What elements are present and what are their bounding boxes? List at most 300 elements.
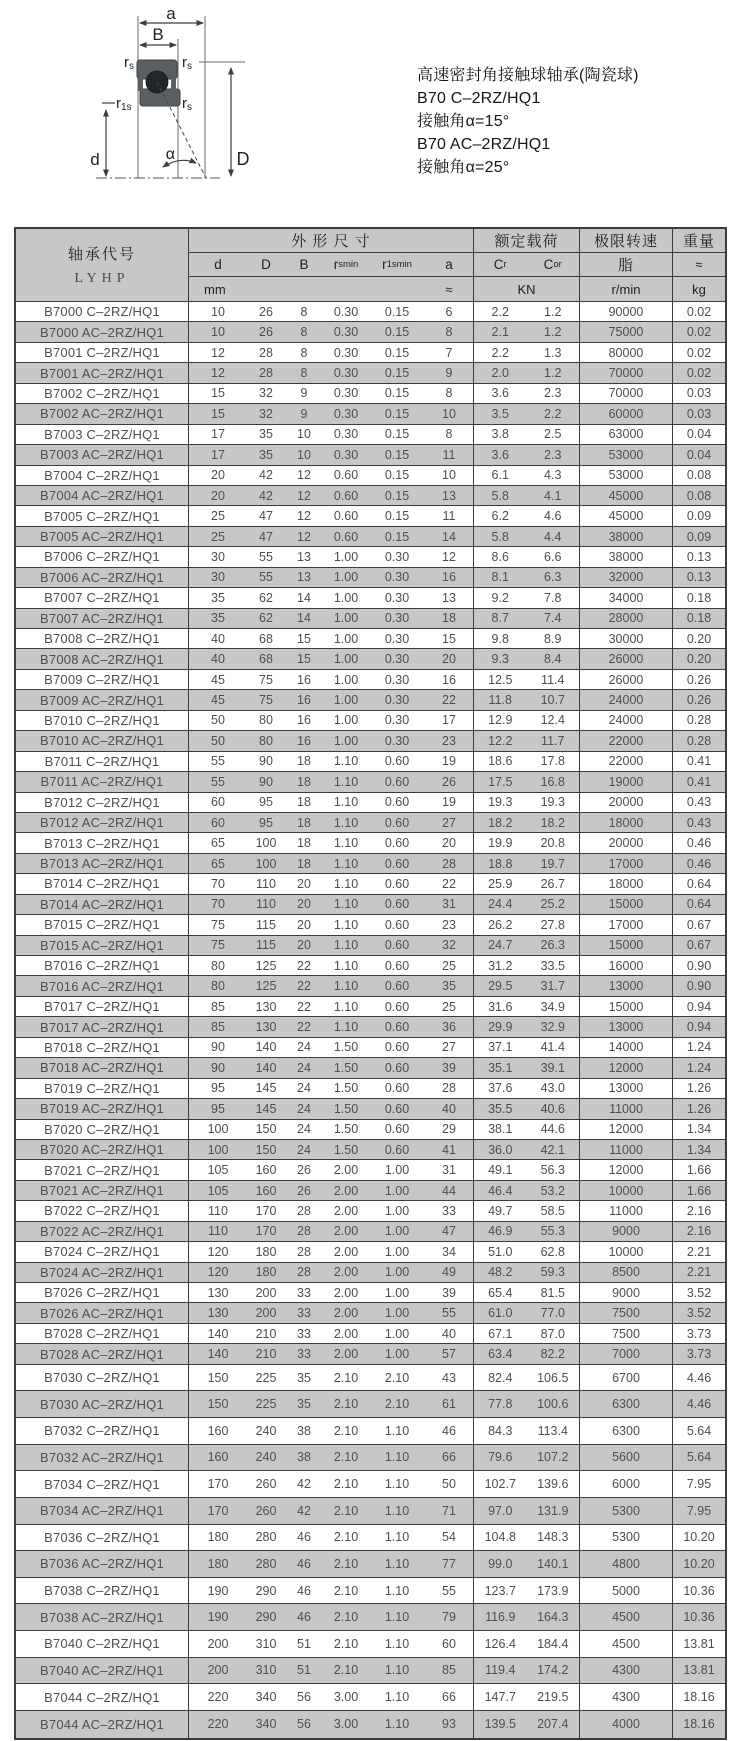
value-Cor: 1.3 xyxy=(544,345,562,360)
value-a: 66 xyxy=(442,1690,456,1705)
value-Cor: 6.6 xyxy=(544,549,562,564)
value-B: 46 xyxy=(297,1556,311,1571)
bearing-code: B7021 AC–2RZ/HQ1 xyxy=(16,1181,189,1200)
value-speed: 13000 xyxy=(580,1017,673,1036)
value-r1smin: 0.30 xyxy=(384,733,410,748)
value-a: 85 xyxy=(442,1663,456,1678)
value-a: 93 xyxy=(442,1717,456,1732)
value-Cor: 2.3 xyxy=(544,386,562,401)
value-a: 40 xyxy=(442,1101,456,1116)
bearing-code: B7040 C–2RZ/HQ1 xyxy=(16,1631,189,1657)
value-a: 40 xyxy=(442,1326,456,1341)
value-a: 19 xyxy=(442,795,456,810)
value-D: 260 xyxy=(255,1503,277,1518)
value-a: 49 xyxy=(442,1265,456,1280)
value-B: 8 xyxy=(300,345,308,360)
value-weight: 10.36 xyxy=(683,1583,715,1598)
value-Cor: 41.4 xyxy=(540,1040,565,1055)
value-speed: 6700 xyxy=(580,1365,673,1391)
value-B: 28 xyxy=(297,1244,311,1259)
value-Cor: 87.0 xyxy=(540,1326,565,1341)
value-weight: 0.26 xyxy=(686,693,712,708)
value-Cor: 8.4 xyxy=(544,652,562,667)
value-D: 75 xyxy=(259,672,273,687)
value-weight: 0.13 xyxy=(686,549,712,564)
bearing-code: B7036 C–2RZ/HQ1 xyxy=(16,1525,189,1551)
value-r1smin: 0.60 xyxy=(384,795,410,810)
value-a: 39 xyxy=(442,1285,456,1300)
value-speed: 90000 xyxy=(580,302,673,321)
value-Cr: 79.6 xyxy=(488,1450,513,1465)
bearing-code: B7040 AC–2RZ/HQ1 xyxy=(16,1658,189,1684)
header-r1smin: r 1smin xyxy=(382,257,412,272)
value-rsmin: 2.00 xyxy=(333,1163,359,1178)
value-Cor: 55.3 xyxy=(540,1224,565,1239)
value-speed: 7500 xyxy=(580,1324,673,1343)
value-speed: 7000 xyxy=(580,1344,673,1363)
value-Cr: 119.4 xyxy=(485,1663,516,1678)
value-speed: 4000 xyxy=(580,1711,673,1738)
value-Cor: 207.4 xyxy=(537,1717,569,1732)
value-rsmin: 2.10 xyxy=(333,1663,359,1678)
value-r1smin: 0.60 xyxy=(384,1081,410,1096)
header-group-weight: 重量 xyxy=(682,233,715,250)
table-row xyxy=(16,752,725,772)
value-speed: 12000 xyxy=(580,1058,673,1077)
value-rsmin: 2.10 xyxy=(333,1556,359,1571)
bearing-code: B7010 AC–2RZ/HQ1 xyxy=(16,731,189,750)
value-Cr: 63.4 xyxy=(488,1347,513,1362)
value-Cor: 17.8 xyxy=(540,754,565,769)
value-B: 20 xyxy=(297,917,311,932)
bearing-code: B7014 AC–2RZ/HQ1 xyxy=(16,895,189,914)
unit-kn: KN xyxy=(474,277,580,301)
value-weight: 3.52 xyxy=(686,1285,712,1300)
value-speed: 45000 xyxy=(580,486,673,505)
value-Cor: 12.4 xyxy=(540,713,565,728)
value-a: 10 xyxy=(442,406,456,421)
value-r1smin: 0.60 xyxy=(384,1122,410,1137)
value-speed: 22000 xyxy=(580,752,673,771)
value-D: 150 xyxy=(255,1142,277,1157)
value-Cor: 25.2 xyxy=(540,897,565,912)
value-Cr: 5.8 xyxy=(491,529,509,544)
value-rsmin: 2.10 xyxy=(333,1530,359,1545)
value-D: 280 xyxy=(255,1556,277,1571)
value-r1smin: 0.15 xyxy=(384,406,410,421)
value-d: 140 xyxy=(207,1326,229,1341)
value-r1smin: 1.10 xyxy=(384,1663,410,1678)
value-Cr: 24.4 xyxy=(488,897,513,912)
value-r1smin: 1.00 xyxy=(384,1347,410,1362)
value-speed: 18000 xyxy=(580,813,673,832)
value-a: 15 xyxy=(442,631,456,646)
value-speed: 13000 xyxy=(580,976,673,995)
value-speed: 20000 xyxy=(580,793,673,812)
header-D: D xyxy=(261,257,271,272)
bearing-code: B7003 C–2RZ/HQ1 xyxy=(16,425,189,444)
value-Cor: 173.9 xyxy=(537,1583,569,1598)
value-B: 12 xyxy=(297,529,311,544)
value-Cr: 31.2 xyxy=(488,958,513,973)
value-r1smin: 1.10 xyxy=(384,1636,410,1651)
value-Cor: 77.0 xyxy=(540,1306,565,1321)
dim-label-alpha: α xyxy=(165,146,175,163)
value-r1smin: 1.10 xyxy=(384,1717,410,1732)
value-D: 210 xyxy=(255,1347,277,1362)
value-d: 150 xyxy=(207,1397,229,1412)
value-Cr: 49.7 xyxy=(488,1203,513,1218)
value-rsmin: 1.10 xyxy=(333,958,359,973)
value-a: 28 xyxy=(442,856,456,871)
value-d: 150 xyxy=(207,1370,229,1385)
table-row xyxy=(16,1391,725,1418)
dim-label-rs-bottom: rs xyxy=(182,95,192,113)
value-r1smin: 0.60 xyxy=(384,917,410,932)
table-row xyxy=(16,711,725,731)
value-D: 130 xyxy=(255,999,277,1014)
bearing-code: B7009 AC–2RZ/HQ1 xyxy=(16,690,189,709)
value-weight: 0.02 xyxy=(686,325,712,340)
value-rsmin: 1.50 xyxy=(333,1142,359,1157)
value-Cr: 19.9 xyxy=(488,836,513,851)
table-row xyxy=(16,813,725,833)
bearing-code: B7028 C–2RZ/HQ1 xyxy=(16,1324,189,1343)
value-speed: 70000 xyxy=(580,384,673,403)
value-B: 20 xyxy=(297,897,311,912)
value-weight: 0.28 xyxy=(686,713,712,728)
value-Cr: 35.1 xyxy=(488,1060,513,1075)
table-row xyxy=(16,384,725,404)
value-Cr: 11.8 xyxy=(488,693,512,708)
value-a: 26 xyxy=(442,774,456,789)
value-rsmin: 1.10 xyxy=(333,856,359,871)
value-d: 65 xyxy=(211,856,225,871)
table-row xyxy=(16,793,725,813)
value-r1smin: 0.60 xyxy=(384,979,410,994)
value-weight: 7.95 xyxy=(686,1503,712,1518)
value-weight: 0.08 xyxy=(686,488,712,503)
value-D: 280 xyxy=(255,1530,277,1545)
value-B: 33 xyxy=(297,1326,311,1341)
value-Cor: 39.1 xyxy=(540,1060,565,1075)
bearing-diagram xyxy=(78,6,334,206)
value-speed: 5000 xyxy=(580,1578,673,1604)
value-rsmin: 1.10 xyxy=(333,836,359,851)
value-rsmin: 1.00 xyxy=(333,713,359,728)
value-rsmin: 1.50 xyxy=(333,1060,359,1075)
table-row xyxy=(16,629,725,649)
value-a: 20 xyxy=(442,836,456,851)
table-row xyxy=(16,1120,725,1140)
value-weight: 5.64 xyxy=(686,1423,712,1438)
value-weight: 0.46 xyxy=(686,856,712,871)
value-rsmin: 2.10 xyxy=(333,1503,359,1518)
bearing-code: B7019 C–2RZ/HQ1 xyxy=(16,1079,189,1098)
table-row xyxy=(16,1099,725,1119)
value-B: 10 xyxy=(297,427,311,442)
bearing-code: B7012 AC–2RZ/HQ1 xyxy=(16,813,189,832)
value-rsmin: 1.00 xyxy=(333,672,359,687)
value-Cor: 19.3 xyxy=(540,795,565,810)
value-speed: 9000 xyxy=(580,1222,673,1241)
value-D: 210 xyxy=(255,1326,277,1341)
value-a: 61 xyxy=(442,1397,456,1412)
value-Cr: 97.0 xyxy=(488,1503,513,1518)
value-D: 225 xyxy=(255,1397,277,1412)
value-Cr: 46.4 xyxy=(488,1183,513,1198)
table-row xyxy=(16,1578,725,1605)
value-weight: 1.24 xyxy=(686,1060,712,1075)
value-d: 200 xyxy=(207,1636,229,1651)
value-Cr: 46.9 xyxy=(488,1224,513,1239)
value-a: 43 xyxy=(442,1370,456,1385)
value-speed: 13000 xyxy=(580,1079,673,1098)
value-r1smin: 1.10 xyxy=(384,1690,410,1705)
value-B: 46 xyxy=(297,1610,311,1625)
bearing-code: B7011 AC–2RZ/HQ1 xyxy=(16,772,189,791)
value-weight: 0.09 xyxy=(686,509,712,524)
bearing-code: B7004 C–2RZ/HQ1 xyxy=(16,466,189,485)
value-Cr: 36.0 xyxy=(488,1142,513,1157)
value-rsmin: 1.00 xyxy=(333,590,359,605)
value-r1smin: 0.15 xyxy=(384,386,410,401)
table-row xyxy=(16,1263,725,1283)
value-D: 90 xyxy=(259,774,273,789)
value-D: 75 xyxy=(259,693,273,708)
dim-label-B: B xyxy=(152,25,164,44)
value-d: 12 xyxy=(211,345,225,360)
value-a: 29 xyxy=(442,1122,456,1137)
value-r1smin: 0.60 xyxy=(384,876,410,891)
value-B: 12 xyxy=(297,468,311,483)
table-row xyxy=(16,588,725,608)
value-speed: 24000 xyxy=(580,690,673,709)
value-a: 13 xyxy=(442,590,456,605)
value-Cor: 40.6 xyxy=(540,1101,565,1116)
value-weight: 0.28 xyxy=(686,733,712,748)
value-Cr: 77.8 xyxy=(488,1397,513,1412)
table-row xyxy=(16,854,725,874)
value-Cor: 106.5 xyxy=(537,1370,569,1385)
value-d: 95 xyxy=(211,1081,225,1096)
value-d: 20 xyxy=(211,488,225,503)
value-rsmin: 1.00 xyxy=(333,733,359,748)
value-D: 32 xyxy=(259,406,273,421)
table-row xyxy=(16,425,725,445)
value-D: 80 xyxy=(259,733,273,748)
value-rsmin: 1.50 xyxy=(333,1040,359,1055)
value-r1smin: 0.60 xyxy=(384,897,410,912)
value-a: 6 xyxy=(445,304,453,319)
value-a: 18 xyxy=(442,611,456,626)
value-speed: 10000 xyxy=(580,1242,673,1261)
dim-label-D: D xyxy=(236,149,250,169)
value-a: 33 xyxy=(442,1203,456,1218)
value-r1smin: 1.10 xyxy=(384,1477,410,1492)
value-r1smin: 0.15 xyxy=(384,325,410,340)
value-rsmin: 1.50 xyxy=(333,1101,359,1116)
value-D: 200 xyxy=(255,1306,277,1321)
value-Cor: 16.8 xyxy=(540,774,565,789)
value-d: 100 xyxy=(207,1142,229,1157)
value-rsmin: 1.10 xyxy=(333,999,359,1014)
bearing-spec-table xyxy=(14,227,727,1740)
value-D: 240 xyxy=(255,1450,277,1465)
value-speed: 9000 xyxy=(580,1283,673,1302)
value-rsmin: 2.10 xyxy=(333,1423,359,1438)
value-Cor: 6.3 xyxy=(544,570,562,585)
value-B: 16 xyxy=(297,733,311,748)
dim-label-r1s: r1s xyxy=(116,95,132,113)
value-r1smin: 0.15 xyxy=(384,427,410,442)
bearing-code: B7015 AC–2RZ/HQ1 xyxy=(16,936,189,955)
value-a: 41 xyxy=(442,1142,456,1157)
value-weight: 10.36 xyxy=(683,1610,715,1625)
value-speed: 17000 xyxy=(580,915,673,934)
value-speed: 8500 xyxy=(580,1263,673,1282)
header-a: a xyxy=(445,257,453,272)
value-weight: 0.43 xyxy=(686,795,712,810)
value-B: 8 xyxy=(300,304,308,319)
value-d: 130 xyxy=(207,1285,229,1300)
value-a: 16 xyxy=(442,570,456,585)
value-rsmin: 0.30 xyxy=(333,386,359,401)
value-weight: 0.02 xyxy=(686,304,712,319)
bearing-code: B7022 AC–2RZ/HQ1 xyxy=(16,1222,189,1241)
bearing-code: B7044 AC–2RZ/HQ1 xyxy=(16,1711,189,1738)
value-Cr: 2.2 xyxy=(491,345,509,360)
value-D: 80 xyxy=(259,713,273,728)
value-r1smin: 0.15 xyxy=(384,345,410,360)
value-a: 54 xyxy=(442,1530,456,1545)
value-Cr: 24.7 xyxy=(488,938,513,953)
value-Cor: 7.8 xyxy=(544,590,562,605)
value-Cor: 20.8 xyxy=(540,836,565,851)
value-D: 95 xyxy=(259,795,273,810)
unit-approx: ≈ xyxy=(445,281,453,297)
value-rsmin: 1.10 xyxy=(333,876,359,891)
value-Cor: 42.1 xyxy=(540,1142,565,1157)
value-rsmin: 2.00 xyxy=(333,1347,359,1362)
bearing-code: B7016 C–2RZ/HQ1 xyxy=(16,956,189,975)
value-d: 65 xyxy=(211,836,225,851)
value-weight: 0.94 xyxy=(686,999,712,1014)
value-B: 20 xyxy=(297,938,311,953)
value-Cor: 33.5 xyxy=(540,958,565,973)
value-B: 13 xyxy=(297,570,311,585)
bearing-code: B7032 C–2RZ/HQ1 xyxy=(16,1418,189,1444)
value-r1smin: 0.30 xyxy=(384,713,410,728)
value-D: 62 xyxy=(259,611,273,626)
value-weight: 2.16 xyxy=(686,1224,712,1239)
table-row xyxy=(16,649,725,669)
value-a: 46 xyxy=(442,1423,456,1438)
value-D: 28 xyxy=(259,345,273,360)
value-Cr: 99.0 xyxy=(488,1556,513,1571)
bearing-code: B7012 C–2RZ/HQ1 xyxy=(16,793,189,812)
value-B: 9 xyxy=(300,386,308,401)
value-speed: 75000 xyxy=(580,322,673,341)
header-grease: 脂 xyxy=(580,253,673,276)
bearing-code: B7019 AC–2RZ/HQ1 xyxy=(16,1099,189,1118)
value-B: 8 xyxy=(300,325,308,340)
value-B: 42 xyxy=(297,1503,311,1518)
value-speed: 38000 xyxy=(580,547,673,566)
value-Cr: 49.1 xyxy=(488,1163,513,1178)
value-B: 22 xyxy=(297,1020,311,1035)
value-Cr: 82.4 xyxy=(488,1370,513,1385)
value-B: 46 xyxy=(297,1583,311,1598)
table-row xyxy=(16,1418,725,1445)
value-B: 14 xyxy=(297,611,311,626)
value-B: 35 xyxy=(297,1370,311,1385)
value-speed: 15000 xyxy=(580,936,673,955)
value-d: 220 xyxy=(207,1690,229,1705)
table-row xyxy=(16,322,725,342)
bearing-code: B7038 C–2RZ/HQ1 xyxy=(16,1578,189,1604)
bearing-code: B7006 AC–2RZ/HQ1 xyxy=(16,568,189,587)
bearing-code: B7001 AC–2RZ/HQ1 xyxy=(16,363,189,382)
value-B: 18 xyxy=(297,856,311,871)
value-a: 16 xyxy=(442,672,456,687)
value-B: 24 xyxy=(297,1122,311,1137)
product-title: 高速密封角接触球轴承(陶瓷球) xyxy=(417,67,639,84)
value-Cr: 2.2 xyxy=(491,304,509,319)
value-B: 56 xyxy=(297,1717,311,1732)
value-r1smin: 0.30 xyxy=(384,693,410,708)
value-Cr: 104.8 xyxy=(484,1530,516,1545)
value-D: 90 xyxy=(259,754,273,769)
value-Cor: 34.9 xyxy=(540,999,565,1014)
value-speed: 63000 xyxy=(580,425,673,444)
value-rsmin: 1.00 xyxy=(333,652,359,667)
value-weight: 0.02 xyxy=(686,366,712,381)
value-speed: 5600 xyxy=(580,1445,673,1471)
value-a: 44 xyxy=(442,1183,456,1198)
value-d: 15 xyxy=(211,406,225,421)
table-row xyxy=(16,445,725,465)
value-rsmin: 0.30 xyxy=(333,406,359,421)
value-weight: 1.34 xyxy=(686,1142,712,1157)
value-a: 36 xyxy=(442,1020,456,1035)
value-rsmin: 3.00 xyxy=(333,1717,359,1732)
value-speed: 12000 xyxy=(580,1120,673,1139)
table-row xyxy=(16,1303,725,1323)
value-weight: 0.03 xyxy=(686,406,712,421)
value-weight: 0.18 xyxy=(686,611,712,626)
bearing-code: B7015 C–2RZ/HQ1 xyxy=(16,915,189,934)
value-rsmin: 1.00 xyxy=(333,570,359,585)
header-group-load: 额定载荷 xyxy=(474,229,580,252)
value-D: 28 xyxy=(259,366,273,381)
value-weight: 13.81 xyxy=(683,1636,715,1651)
value-Cr: 3.6 xyxy=(491,386,509,401)
value-speed: 26000 xyxy=(580,649,673,668)
brand-label: LYHP xyxy=(74,271,130,286)
value-Cor: 164.3 xyxy=(537,1610,569,1625)
value-r1smin: 2.10 xyxy=(384,1397,410,1412)
bearing-code: B7008 C–2RZ/HQ1 xyxy=(16,629,189,648)
value-rsmin: 2.10 xyxy=(333,1370,359,1385)
value-B: 22 xyxy=(297,999,311,1014)
value-a: 79 xyxy=(442,1610,456,1625)
value-d: 70 xyxy=(211,897,225,912)
value-a: 47 xyxy=(442,1224,456,1239)
value-Cor: 43.0 xyxy=(540,1081,565,1096)
header-Cor: C or xyxy=(543,257,562,272)
table-row xyxy=(16,363,725,383)
